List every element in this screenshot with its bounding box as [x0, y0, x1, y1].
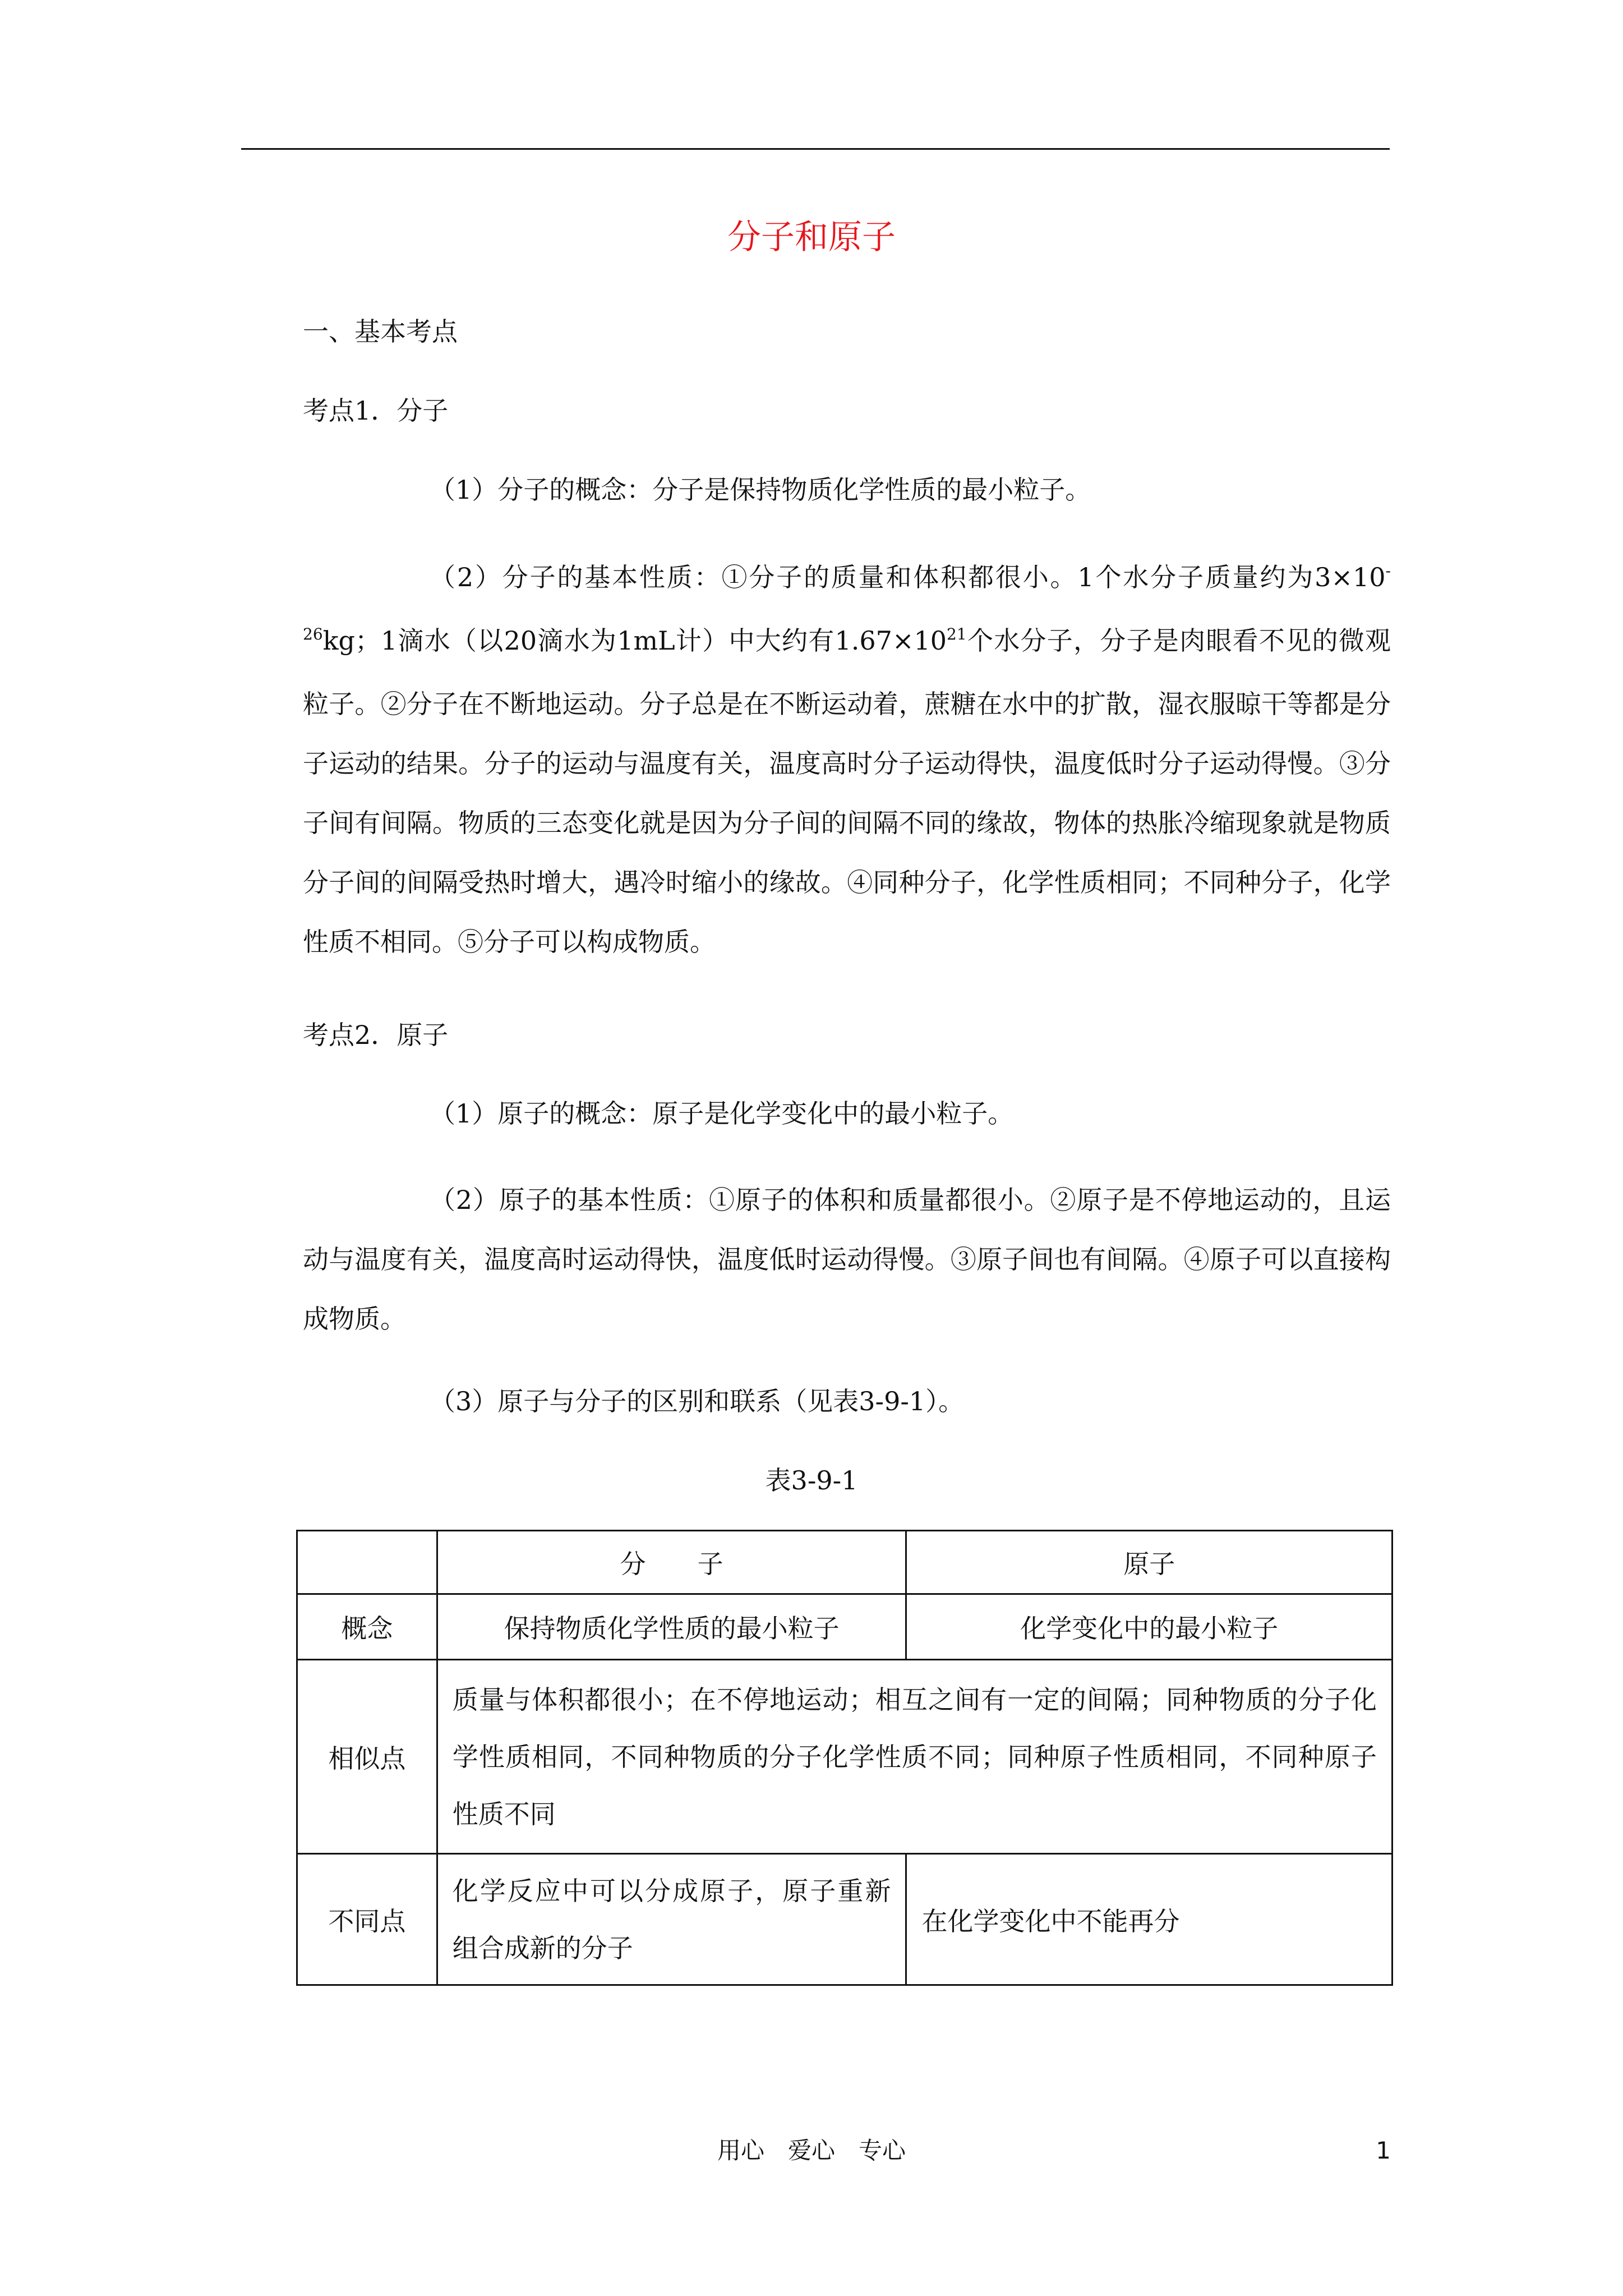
point1-properties-text-c: 个水分子，分子是肉眼看不见的微观粒子。②分子在不断地运动。分子总是在不断运动着，蔗糖在水中的扩散，湿衣服晾干等都是分子运动的结果。分子的运动与温度有关，温度高时分子运动得快，温度低时分子运动得慢。③分子间有间隔。物质的三态变化就是因为分子间的间隔不同的缘故，物体的热胀冷缩现象就是物质分子间的间隔受热时增大，遇冷时缩小的缘故。④同种分子，化学性质相同；不同种分子，化学性质不相同。⑤分子可以构成物质。 — [303, 625, 1391, 957]
similar-cell: 质量与体积都很小；在不停地运动；相互之间有一定的间隔；同种物质的分子化学性质相同，不同种物质的分子化学性质不同；同种原子性质相同，不同种原子性质不同 — [437, 1660, 1392, 1854]
comparison-table — [296, 1530, 1393, 1986]
point2-concept: （1）原子的概念：原子是化学变化中的最小粒子。 — [430, 1098, 1014, 1129]
table-row-different — [297, 1854, 1393, 1985]
table-row-similar — [297, 1660, 1393, 1854]
row-label-concept: 概念 — [297, 1594, 437, 1660]
row-label-different: 不同点 — [297, 1854, 437, 1985]
point2-heading: 考点2．原子 — [303, 1020, 449, 1050]
page-number: 1 — [1376, 2137, 1391, 2164]
table-header-molecule: 分 子 — [437, 1531, 906, 1594]
table-header-empty — [297, 1531, 437, 1594]
table-header-row — [297, 1531, 1393, 1594]
exponent-1: -26 — [303, 562, 1391, 643]
row-label-similar: 相似点 — [297, 1660, 437, 1854]
point1-properties-text-a: （2）分子的基本性质：①分子的质量和体积都很小。1个水分子质量约为3×10 — [430, 562, 1386, 592]
point1-properties-text-b: kg；1滴水（以20滴水为1mL计）中大约有1.67×10 — [322, 625, 947, 656]
point1-properties — [303, 547, 1391, 972]
point1-heading: 考点1．分子 — [303, 395, 449, 426]
different-molecule-cell: 化学反应中可以分成原子，原子重新组合成新的分子 — [437, 1854, 906, 1985]
point2-relation: （3）原子与分子的区别和联系（见表3-9-1）。 — [430, 1386, 965, 1416]
point2-properties: （2）原子的基本性质：①原子的体积和质量都很小。②原子是不停地运动的，且运动与温度有关，温度高时运动得快，温度低时运动得慢。③原子间也有间隔。④原子可以直接构成物质。 — [303, 1185, 1391, 1334]
footer-slogan: 用心 爱心 专心 — [717, 2137, 906, 2164]
section-heading: 一、基本考点 — [303, 316, 458, 347]
different-atom-cell: 在化学变化中不能再分 — [906, 1854, 1393, 1985]
table-caption: 表3-9-1 — [765, 1465, 858, 1496]
point1-concept: （1）分子的概念：分子是保持物质化学性质的最小粒子。 — [430, 475, 1091, 505]
table-header-atom: 原子 — [906, 1531, 1393, 1594]
exponent-2: 21 — [947, 625, 967, 643]
page-title: 分子和原子 — [727, 218, 896, 257]
header-rule — [241, 148, 1390, 150]
table-row-concept — [297, 1594, 1393, 1660]
concept-atom-cell: 化学变化中的最小粒子 — [906, 1594, 1393, 1660]
concept-molecule-cell: 保持物质化学性质的最小粒子 — [437, 1594, 906, 1660]
